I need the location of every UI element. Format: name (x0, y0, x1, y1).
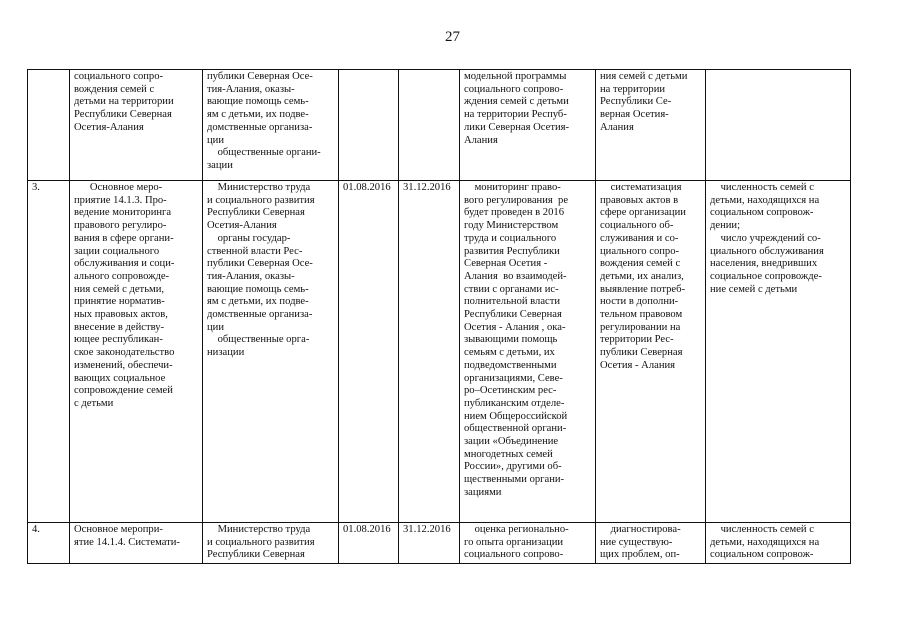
page-cut-rule (27, 563, 850, 564)
content-cell: модельной программы социального сопрово- ждения семей с детьми на территории Респуб- лики Северная Осетия- Алания (460, 70, 596, 181)
table-row (28, 523, 851, 564)
measures-table (27, 69, 851, 564)
row-number-cell (28, 70, 70, 181)
executor-cell: Министерство труда и социального развития Республики Северная (203, 523, 339, 564)
page-number: 27 (445, 29, 460, 45)
result-cell: ния семей с детьми на территории Республики Се- верная Осетия- Алания (596, 70, 706, 181)
start-date-cell (339, 70, 399, 181)
table-row (28, 181, 851, 523)
start-date-cell: 01.08.2016 (339, 523, 399, 564)
executor-cell: Министерство труда и социального развития Республики Северная Осетия-Алания органы государ- ственной власти Рес- публики Северная Осе- тия-Алания, оказы- вающие помощь семь- ям с детьми, их подве- домственные организа- ции общественные орга- низации (203, 181, 339, 523)
start-date-cell: 01.08.2016 (339, 181, 399, 523)
row-number-cell: 3. (28, 181, 70, 523)
indicators-cell (706, 70, 851, 181)
end-date-cell (399, 70, 460, 181)
content-cell: оценка регионально- го опыта организации социального сопрово- (460, 523, 596, 564)
event-cell: Основное меропри- ятие 14.1.4. Системати- (70, 523, 203, 564)
row-number-cell: 4. (28, 523, 70, 564)
indicators-cell: численность семей с детьми, находящихся на социальном сопровож- дении; число учреждений со- циального обслуживания населения, внедривших социальное сопровожде- ние семей с детьми (706, 181, 851, 523)
result-cell: систематизация правовых актов в сфере организации социального об- служивания и со- циального сопро- вождения семей с детьми, их анализ, выявление потреб- ности в дополни- тельном правовом регулировании на территории Рес- публики Северная Осетия - Алания (596, 181, 706, 523)
end-date-cell: 31.12.2016 (399, 523, 460, 564)
end-date-cell: 31.12.2016 (399, 181, 460, 523)
event-cell: Основное меро- приятие 14.1.3. Про- ведение мониторинга правового регулиро- вания в сфере органи- зации социального обслуживания и соци- ального сопровожде- ния семей с детьми, принятие норматив- ных правовых актов, внесение в действу- ющее республикан- ское законодательство изменений, обеспечи- вающих социальное сопровождение семей с детьми (70, 181, 203, 523)
indicators-cell: численность семей с детьми, находящихся на социальном сопровож- (706, 523, 851, 564)
content-cell: мониторинг право- вого регулирования ре будет проведен в 2016 году Министерством труда и социального развития Республики Северная Осетия - Алания во взаимодей- ствии с органами ис- полнительной власти Республики Северная Осетия - Алания , ока- зывающими помощь семьям с детьми, их подведомственными организациями, Севе- ро–Осетинским рес- публиканским отделе- нием Общероссийской общественной органи- зации «Объединение многодетных семей России», другими об- щественными органи- зациями (460, 181, 596, 523)
result-cell: диагностирова- ние существую- щих проблем, оп- (596, 523, 706, 564)
executor-cell: публики Северная Осе- тия-Алания, оказы- вающие помощь семь- ям с детьми, их подве- домственные организа- ции общественные органи- зации (203, 70, 339, 181)
event-cell: социального сопро- вождения семей с детьми на территории Республики Северная Осетия-Алания (70, 70, 203, 181)
table-row (28, 70, 851, 181)
